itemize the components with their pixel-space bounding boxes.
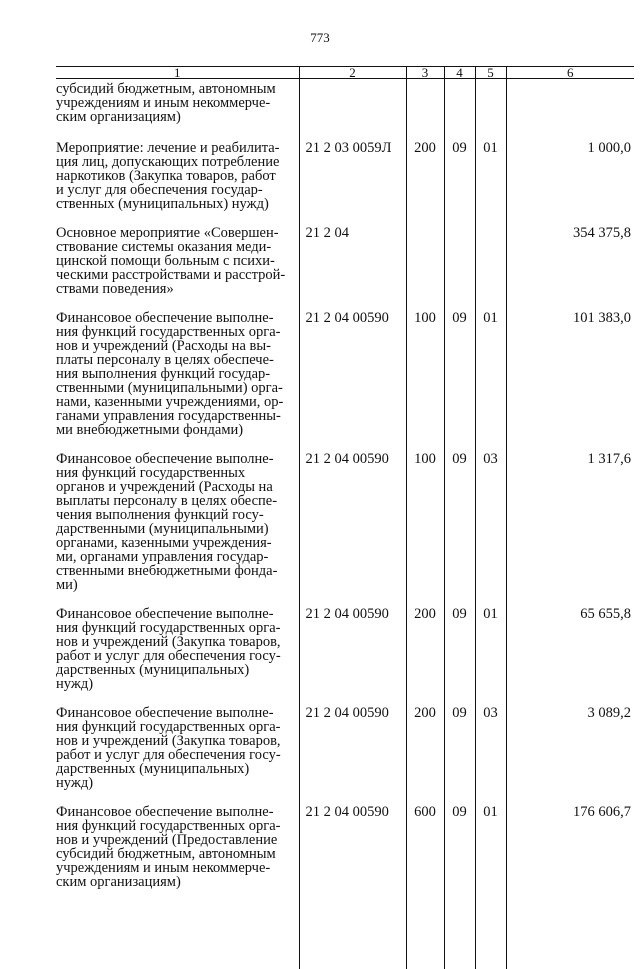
table-row-continuation [56,79,634,142]
header-col-5: 5 [475,67,506,79]
row-vr: 600 [406,805,444,969]
row-pr: 01 [475,311,506,452]
row-rz: 09 [444,706,475,805]
row-pr: 01 [475,805,506,969]
row-pr [475,226,506,311]
row-pr: 01 [475,607,506,706]
row-pr [475,79,506,142]
table-row [56,311,634,452]
row-vr: 100 [406,311,444,452]
row-sum: 3 089,2 [506,706,634,805]
row-vr: 100 [406,452,444,607]
table-header-row [56,67,634,79]
row-sum: 176 606,7 [506,805,634,969]
row-rz [444,226,475,311]
row-sum: 1 000,0 [506,141,634,226]
row-code: 21 2 03 0059Л [299,141,406,226]
header-col-3: 3 [406,67,444,79]
row-vr: 200 [406,141,444,226]
row-name: Финансовое обеспечение выполне- ния функций государственных орга- нов и учреждений (Закупка товаров, работ и услуг для обеспечения госу- дарственных (муниципальных) нужд) [56,606,281,692]
row-sum: 101 383,0 [506,311,634,452]
row-name: Финансовое обеспечение выполне- ния функций государственных орга- нов и учреждений (Предоставление субсидий бюджетным, автономным учреждениям и иным некоммерче- ским организациям) [56,804,281,890]
row-pr: 01 [475,141,506,226]
row-name: субсидий бюджетным, автономным учреждениям и иным некоммерче- ским организациям) [56,81,276,125]
row-name: Финансовое обеспечение выполне- ния функций государственных орга- нов и учреждений (Закупка товаров, работ и услуг для обеспечения госу- дарственных (муниципальных) нужд) [56,705,281,791]
row-code: 21 2 04 00590 [299,452,406,607]
row-sum: 1 317,6 [506,452,634,607]
row-rz: 09 [444,141,475,226]
row-rz: 09 [444,452,475,607]
row-code [299,79,406,142]
row-code: 21 2 04 [299,226,406,311]
row-code: 21 2 04 00590 [299,805,406,969]
row-sum: 65 655,8 [506,607,634,706]
row-sum: 354 375,8 [506,226,634,311]
table-row [56,706,634,805]
header-col-2: 2 [299,67,406,79]
header-col-6: 6 [506,67,634,79]
row-rz [444,79,475,142]
budget-table [56,66,634,969]
row-vr: 200 [406,706,444,805]
row-rz: 09 [444,311,475,452]
row-name: Основное мероприятие «Совершен- ствование системы оказания меди- цинской помощи больным с психи- ческими расстройствами и расстрой- ствами поведения» [56,225,286,297]
row-sum [506,79,634,142]
row-name: Финансовое обеспечение выполне- ния функций государственных орга- нов и учреждений (Расходы на вы- платы персоналу в целях обеспече- ния выполнения функций государ- ственными (муниципальными) орга- нами, казенными учреждениями, ор- ганами управления государственны- ми внебюджетными фондами) [56,310,284,438]
row-code: 21 2 04 00590 [299,706,406,805]
header-col-4: 4 [444,67,475,79]
row-name: Финансовое обеспечение выполне- ния функций государственных органов и учреждений (Расходы на выплаты персоналу в целях обеспе- чения выполнения функций госу- дарственными (муниципальными) органами, казенными учреждения- ми, органами управления государ- ственными внебюджетными фонда- ми) [56,451,278,593]
table-row [56,141,634,226]
row-vr [406,226,444,311]
table-row [56,607,634,706]
table-row [56,805,634,969]
page-number: 773 [310,30,330,45]
row-vr [406,79,444,142]
table-row [56,226,634,311]
row-pr: 03 [475,706,506,805]
table-row [56,452,634,607]
row-name: Мероприятие: лечение и реабилита- ция лиц, допускающих потребление наркотиков (Закупка товаров, работ и услуг для обеспечения государ- ственных (муниципальных) нужд) [56,140,280,212]
row-rz: 09 [444,805,475,969]
row-rz: 09 [444,607,475,706]
row-code: 21 2 04 00590 [299,607,406,706]
row-pr: 03 [475,452,506,607]
row-vr: 200 [406,607,444,706]
row-code: 21 2 04 00590 [299,311,406,452]
header-col-1: 1 [56,67,299,79]
